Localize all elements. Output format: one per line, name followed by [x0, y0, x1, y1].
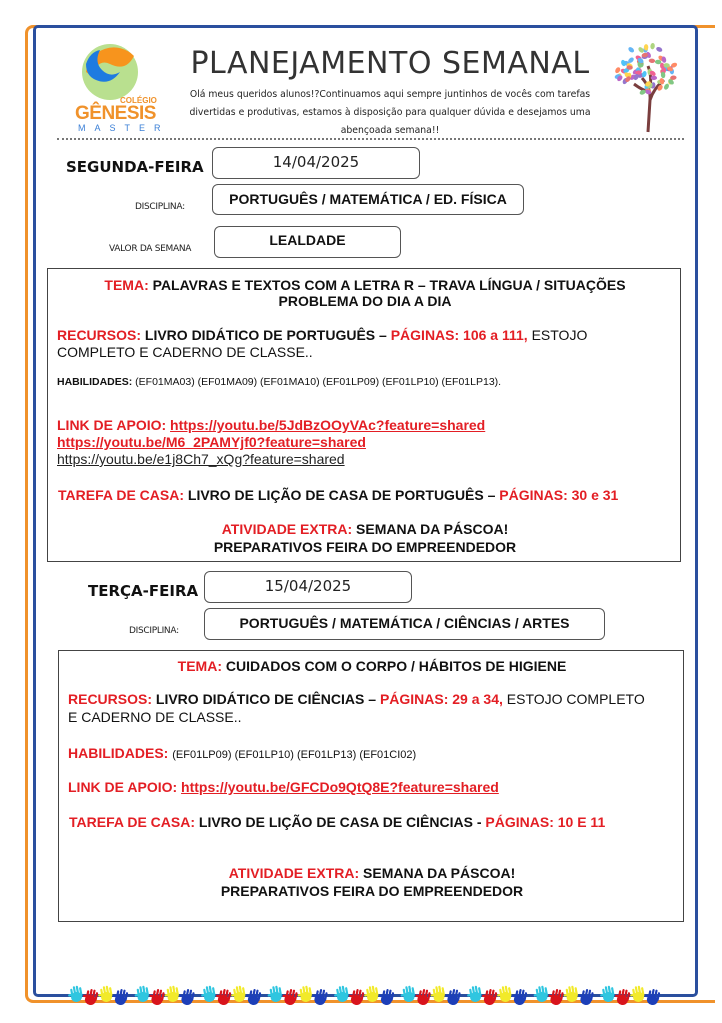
tree-leaf — [655, 46, 663, 53]
hand-icon — [466, 985, 483, 1003]
hand-icon — [333, 985, 350, 1003]
extra-line2: PREPARATIVOS FEIRA DO EMPREENDEDOR — [213, 539, 517, 555]
extra-label: ATIVIDADE EXTRA: — [228, 865, 360, 881]
hand-icon — [348, 988, 365, 1005]
support-link-2[interactable]: https://youtu.be/M6_2PAMYjf0?feature=shared — [57, 434, 366, 450]
hand-icon — [163, 985, 180, 1003]
recursos-book: LIVRO DIDÁTICO DE CIÊNCIAS – — [155, 691, 377, 707]
discipline-field-monday[interactable]: PORTUGUÊS / MATEMÁTICA / ED. FÍSICA — [212, 184, 524, 215]
hand-icon — [230, 985, 247, 1003]
tema-label: TEMA: — [177, 658, 222, 674]
hand-icon — [296, 985, 313, 1003]
habilidades-label: HABILIDADES: — [68, 745, 169, 761]
discipline-label: DISCIPLINA: — [129, 626, 179, 636]
habilidades-codes: (EF01LP09) (EF01LP10) (EF01LP13) (EF01CI02) — [172, 749, 417, 761]
intro-line: divertidas e produtivas, estamos à disposição para qualquer dúvida e desejamos uma — [189, 107, 591, 118]
page-title: PLANEJAMENTO SEMANAL — [190, 46, 590, 81]
intro-message — [172, 86, 608, 140]
recursos-label: RECURSOS: — [57, 327, 142, 343]
hand-icon — [266, 985, 283, 1003]
tree-leaf — [627, 46, 635, 54]
support-link-1[interactable]: https://youtu.be/5JdBzOOyVAc?feature=shared — [170, 417, 486, 433]
hand-icon — [399, 985, 416, 1003]
intro-line: Olá meus queridos alunos!?Continuamos aqui sempre juntinhos de vocês com tarefas — [189, 89, 591, 100]
monday-plan-box — [47, 268, 681, 562]
habilidades-monday — [57, 374, 501, 390]
recursos-line2: E CADERNO DE CLASSE.. — [68, 709, 242, 725]
hand-icon — [629, 985, 646, 1003]
logo-circle-icon — [80, 42, 140, 102]
tema-tuesday — [59, 658, 685, 674]
tema-label: TEMA: — [104, 277, 149, 293]
tarefa-tuesday — [69, 814, 605, 830]
logo-colegio: COLÉGIO — [120, 96, 157, 105]
tarefa-monday — [58, 487, 618, 503]
value-of-week-field[interactable]: LEALDADE — [214, 226, 401, 258]
hand-icon — [378, 988, 395, 1005]
hand-icon — [599, 985, 616, 1003]
link-label: LINK DE APOIO: — [57, 417, 167, 433]
recursos-rest: ESTOJO — [531, 327, 588, 343]
hand-icon — [614, 988, 631, 1005]
tree-leaf — [650, 43, 655, 50]
support-link-1[interactable]: https://youtu.be/GFCDo9QtQ8E?feature=shared — [181, 779, 499, 795]
extra-text: SEMANA DA PÁSCOA! — [356, 521, 509, 537]
recursos-tuesday — [68, 691, 645, 707]
hand-icon — [547, 988, 564, 1005]
hand-icon — [577, 988, 594, 1005]
day-label-tuesday: TERÇA-FEIRA — [88, 582, 199, 600]
hand-icon — [311, 988, 328, 1005]
tuesday-plan-box — [58, 650, 684, 922]
colorful-tree-icon — [612, 40, 680, 134]
habilidades-tuesday — [68, 745, 416, 763]
recursos-book: LIVRO DIDÁTICO DE PORTUGUÊS – — [144, 327, 387, 343]
hand-icon — [496, 985, 513, 1003]
recursos-line2: COMPLETO E CADERNO DE CLASSE.. — [57, 344, 313, 360]
tree-leaf — [651, 76, 657, 80]
atividade-extra-tuesday — [59, 865, 685, 881]
hand-icon — [363, 985, 380, 1003]
tarefa-label: TAREFA DE CASA: — [69, 814, 195, 830]
tarefa-pages: PÁGINAS: 30 e 31 — [499, 487, 619, 503]
tarefa-label: TAREFA DE CASA: — [58, 487, 184, 503]
hand-icon — [215, 988, 232, 1005]
recursos-pages: PÁGINAS: 29 a 34, — [379, 691, 503, 707]
hand-icon — [82, 988, 99, 1005]
day-label-monday: SEGUNDA-FEIRA — [66, 158, 204, 176]
logo-master: MASTER — [78, 123, 170, 133]
tree-leaf — [614, 66, 621, 74]
tema-text: PALAVRAS E TEXTOS COM A LETRA R – TRAVA LÍNGUA / SITUAÇÕES — [152, 277, 626, 293]
hand-icon — [178, 988, 195, 1005]
discipline-field-tuesday[interactable]: PORTUGUÊS / MATEMÁTICA / CIÊNCIAS / ARTES — [204, 608, 605, 640]
recursos-label: RECURSOS: — [68, 691, 153, 707]
hands-border-decoration — [66, 983, 666, 1005]
hand-icon — [281, 988, 298, 1005]
date-field-monday[interactable]: 14/04/2025 — [212, 147, 420, 179]
tarefa-pages: PÁGINAS: 10 E 11 — [485, 814, 606, 830]
value-of-week-label: VALOR DA SEMANA — [109, 244, 192, 254]
link-label: LINK DE APOIO: — [68, 779, 178, 795]
support-link-3[interactable]: https://youtu.be/e1j8Ch7_xQg?feature=shared — [57, 451, 345, 467]
hand-icon — [148, 988, 165, 1005]
hand-icon — [133, 985, 150, 1003]
date-field-tuesday[interactable]: 15/04/2025 — [204, 571, 412, 603]
hand-icon — [245, 988, 262, 1005]
recursos-pages: PÁGINAS: 106 a 111, — [390, 327, 528, 343]
hand-icon — [414, 988, 431, 1005]
tree-leaf — [648, 58, 655, 63]
link-de-apoio-monday — [57, 417, 485, 433]
tarefa-text: LIVRO DE LIÇÃO DE CASA DE PORTUGUÊS – — [187, 487, 496, 503]
habilidades-label: HABILIDADES: — [57, 376, 133, 388]
hand-icon — [67, 985, 84, 1003]
school-logo — [70, 40, 170, 133]
tree-leaf — [620, 59, 626, 67]
atividade-extra-monday — [48, 521, 682, 537]
recursos-rest: ESTOJO COMPLETO — [506, 691, 645, 707]
tema-text: CUIDADOS COM O CORPO / HÁBITOS DE HIGIENE — [225, 658, 567, 674]
habilidades-codes: (EF01MA03) (EF01MA09) (EF01MA10) (EF01LP09) (EF01LP10) (EF01LP13). — [135, 376, 502, 388]
tree-leaf — [644, 44, 648, 50]
discipline-label: DISCIPLINA: — [135, 202, 185, 212]
hand-icon — [532, 985, 549, 1003]
hand-icon — [429, 985, 446, 1003]
logo-genesis: GÊNESIS — [75, 103, 156, 124]
tema-text-line2: PROBLEMA DO DIA A DIA — [278, 293, 452, 309]
header-divider — [57, 138, 684, 140]
hand-icon — [481, 988, 498, 1005]
hand-icon — [112, 988, 129, 1005]
hand-icon — [562, 985, 579, 1003]
extra-text: SEMANA DA PÁSCOA! — [363, 865, 516, 881]
hand-icon — [444, 988, 461, 1005]
intro-line: abençoada semana!! — [340, 125, 440, 136]
hand-icon — [200, 985, 217, 1003]
tarefa-text: LIVRO DE LIÇÃO DE CASA DE CIÊNCIAS - — [198, 814, 482, 830]
extra-line2: PREPARATIVOS FEIRA DO EMPREENDEDOR — [220, 883, 524, 899]
link-de-apoio-tuesday — [68, 779, 499, 795]
recursos-monday — [57, 327, 587, 343]
hand-icon — [644, 988, 661, 1005]
tema-monday — [48, 277, 682, 293]
hand-icon — [511, 988, 528, 1005]
hand-icon — [97, 985, 114, 1003]
extra-label: ATIVIDADE EXTRA: — [221, 521, 353, 537]
